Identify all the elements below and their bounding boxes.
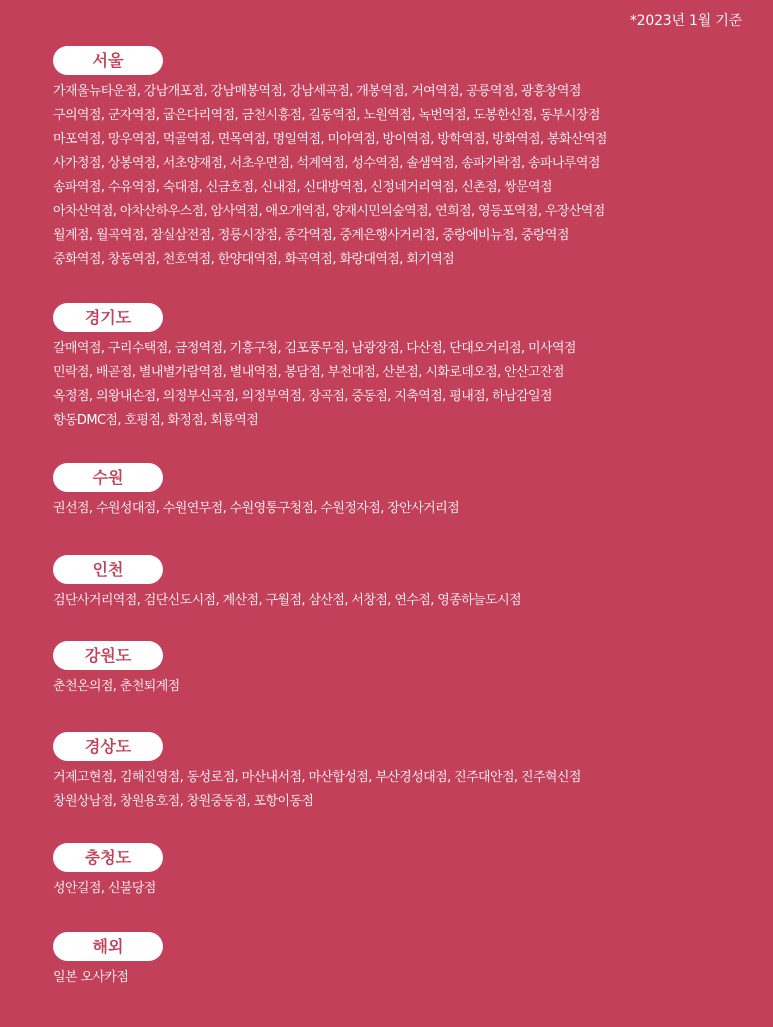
region-badge-gyeongsang: 경상도: [53, 732, 163, 761]
store-list-gyeonggi: [53, 337, 753, 433]
region-badge-seoul: 서울: [53, 46, 163, 75]
region-gangwon: [53, 641, 753, 699]
store-line: 향동DMC점, 호평점, 화정점, 회룡역점: [53, 413, 259, 428]
region-seoul: [53, 46, 753, 272]
store-line: 옥정점, 의왕내손점, 의정부신곡점, 의정부역점, 장곡점, 중동점, 지축역점, 평내점, 하남감일점: [53, 389, 552, 404]
store-line: 가재울뉴타운점, 강남개포점, 강남매봉역점, 강남세곡점, 개봉역점, 거여역점, 공릉역점, 광흥창역점: [53, 84, 581, 99]
store-line: 거제고현점, 김해진영점, 동성로점, 마산내서점, 마산합성점, 부산경성대점, 진주대안점, 진주혁신점: [53, 770, 581, 785]
region-gyeonggi: [53, 303, 753, 433]
store-list-overseas: [53, 966, 753, 990]
store-line: 일본 오사카점: [53, 970, 129, 985]
store-line: 사가정점, 상봉역점, 서초양재점, 서초우면점, 석계역점, 성수역점, 솔샘역점, 송파가락점, 송파나루역점: [53, 156, 600, 171]
store-line: 마포역점, 망우역점, 먹골역점, 면목역점, 명일역점, 미아역점, 방이역점, 방학역점, 방화역점, 봉화산역점: [53, 132, 607, 147]
store-line: 갈매역점, 구리수택점, 금정역점, 기흥구청, 김포풍무점, 남광장점, 다산점, 단대오거리점, 미사역점: [53, 341, 576, 356]
store-list-seoul: [53, 80, 753, 272]
store-line: 아차산역점, 아차산하우스점, 암사역점, 애오개역점, 양재시민의숲역점, 연희점, 영등포역점, 우장산역점: [53, 204, 605, 219]
store-list-incheon: [53, 589, 753, 613]
store-list-gyeongsang: [53, 766, 753, 814]
region-badge-gangwon: 강원도: [53, 641, 163, 670]
store-list-gangwon: [53, 675, 753, 699]
store-line: 민락점, 배곧점, 별내별가람역점, 별내역점, 봉담점, 부천대점, 산본점, 시화로데오점, 안산고잔점: [53, 365, 564, 380]
region-badge-incheon: 인천: [53, 555, 163, 584]
store-line: 창원상남점, 창원용호점, 창원중동점, 포항이동점: [53, 794, 314, 809]
store-list-chungcheong: [53, 877, 753, 901]
store-line: 월계점, 월곡역점, 잠실삼전점, 정릉시장점, 종각역점, 중계은행사거리점, 중랑에비뉴점, 중랑역점: [53, 228, 569, 243]
store-line: 권선점, 수원성대점, 수원연무점, 수원영통구청점, 수원정자점, 장안사거리점: [53, 501, 460, 516]
store-line: 춘천온의점, 춘천퇴계점: [53, 679, 180, 694]
region-list: [53, 46, 753, 990]
store-line: 중화역점, 창동역점, 천호역점, 한양대역점, 화곡역점, 화랑대역점, 회기역점: [53, 252, 455, 267]
region-gyeongsang: [53, 732, 753, 814]
region-suwon: [53, 463, 753, 521]
region-incheon: [53, 555, 753, 613]
region-badge-gyeonggi: 경기도: [53, 303, 163, 332]
store-line: 구의역점, 군자역점, 굽은다리역점, 금천시흥점, 길동역점, 노원역점, 녹번역점, 도봉한신점, 동부시장점: [53, 108, 600, 123]
store-line: 검단사거리역점, 검단신도시점, 계산점, 구월점, 삼산점, 서창점, 연수점, 영종하늘도시점: [53, 593, 521, 608]
region-badge-overseas: 해외: [53, 932, 163, 961]
region-badge-suwon: 수원: [53, 463, 163, 492]
region-chungcheong: [53, 843, 753, 901]
store-line: 성안길점, 신불당점: [53, 881, 156, 896]
region-overseas: [53, 932, 753, 990]
region-badge-chungcheong: 충청도: [53, 843, 163, 872]
reference-date-note: *2023년 1월 기준: [629, 13, 742, 29]
store-line: 송파역점, 수유역점, 숙대점, 신금호점, 신내점, 신대방역점, 신정네거리역점, 신촌점, 쌍문역점: [53, 180, 552, 195]
store-list-suwon: [53, 497, 753, 521]
